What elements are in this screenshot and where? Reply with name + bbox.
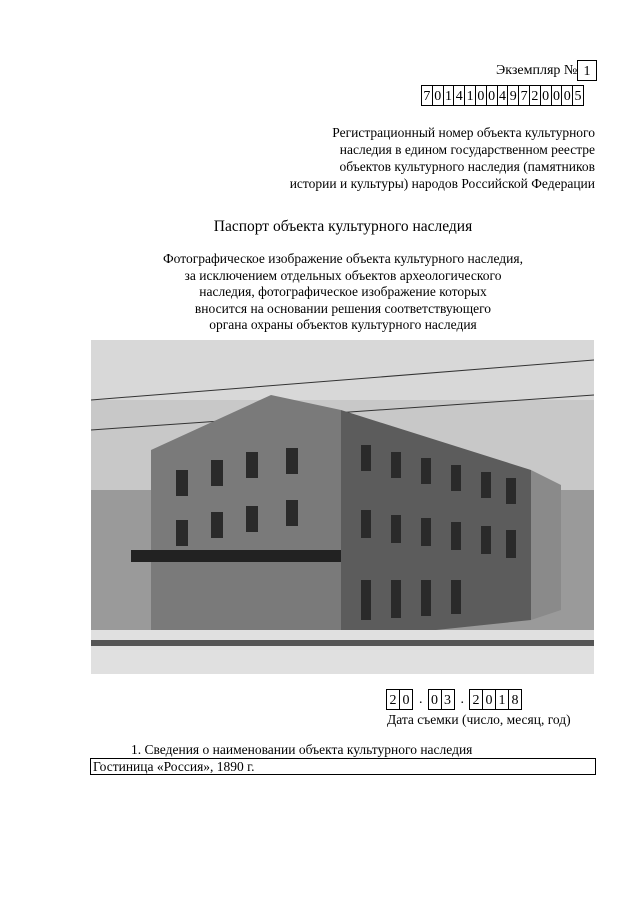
caption-line: органа охраны объектов культурного наследия [209,317,477,332]
caption-line: наследия в едином государственном реестре [339,142,595,157]
digit-box: 4 [453,85,465,106]
digit-box: 7 [421,85,433,106]
digit-box: 7 [518,85,530,106]
photo-caption [0,251,640,334]
digit-box: 1 [495,689,509,710]
date-day [387,689,413,710]
date-separator: . [460,691,464,707]
digit-box: 9 [507,85,519,106]
object-name-field: Гостиница «Россия», 1890 г. [90,758,596,775]
digit-box: 0 [428,689,442,710]
copy-number: 1 [577,60,597,81]
digit-box: 1 [464,85,476,106]
caption-line: истории и культуры) народов Российской Федерации [289,176,595,191]
date-month [429,689,455,710]
caption-line: за исключением отдельных объектов археологического [184,267,502,283]
digit-box: 4 [497,85,509,106]
shooting-date [387,689,522,710]
registration-caption [195,124,595,192]
digit-box: 0 [486,85,498,106]
digit-box: 0 [482,689,496,710]
digit-box: 8 [508,689,522,710]
digit-box: 2 [386,689,400,710]
building-photo [91,340,594,674]
registration-number [422,85,584,106]
digit-box: 0 [475,85,487,106]
date-caption: Дата съемки (число, месяц, год) [387,712,571,727]
digit-box: 2 [469,689,483,710]
caption-line: вносится на основании решения соответствующего [194,300,492,316]
caption-line: Регистрационный номер объекта культурного [332,125,595,140]
digit-box: 2 [529,85,541,106]
caption-line: Фотографическое изображение объекта культурного наследия, [163,251,523,266]
date-year [470,689,522,710]
caption-line: наследия, фотографическое изображение которых [199,284,487,299]
page-title: Паспорт объекта культурного наследия [213,218,473,235]
digit-box: 5 [572,85,584,106]
copy-label: Экземпляр № [496,63,578,78]
digit-box: 3 [441,689,455,710]
digit-box: 0 [432,85,444,106]
date-separator: . [419,691,423,707]
digit-box: 1 [443,85,455,106]
caption-line: объектов культурного наследия (памятников [339,159,595,174]
digit-box: 0 [399,689,413,710]
digit-box: 0 [561,85,573,106]
section-1-heading: 1. Сведения о наименовании объекта культурного наследия [131,742,473,757]
digit-box: 0 [551,85,563,106]
digit-box: 0 [540,85,552,106]
